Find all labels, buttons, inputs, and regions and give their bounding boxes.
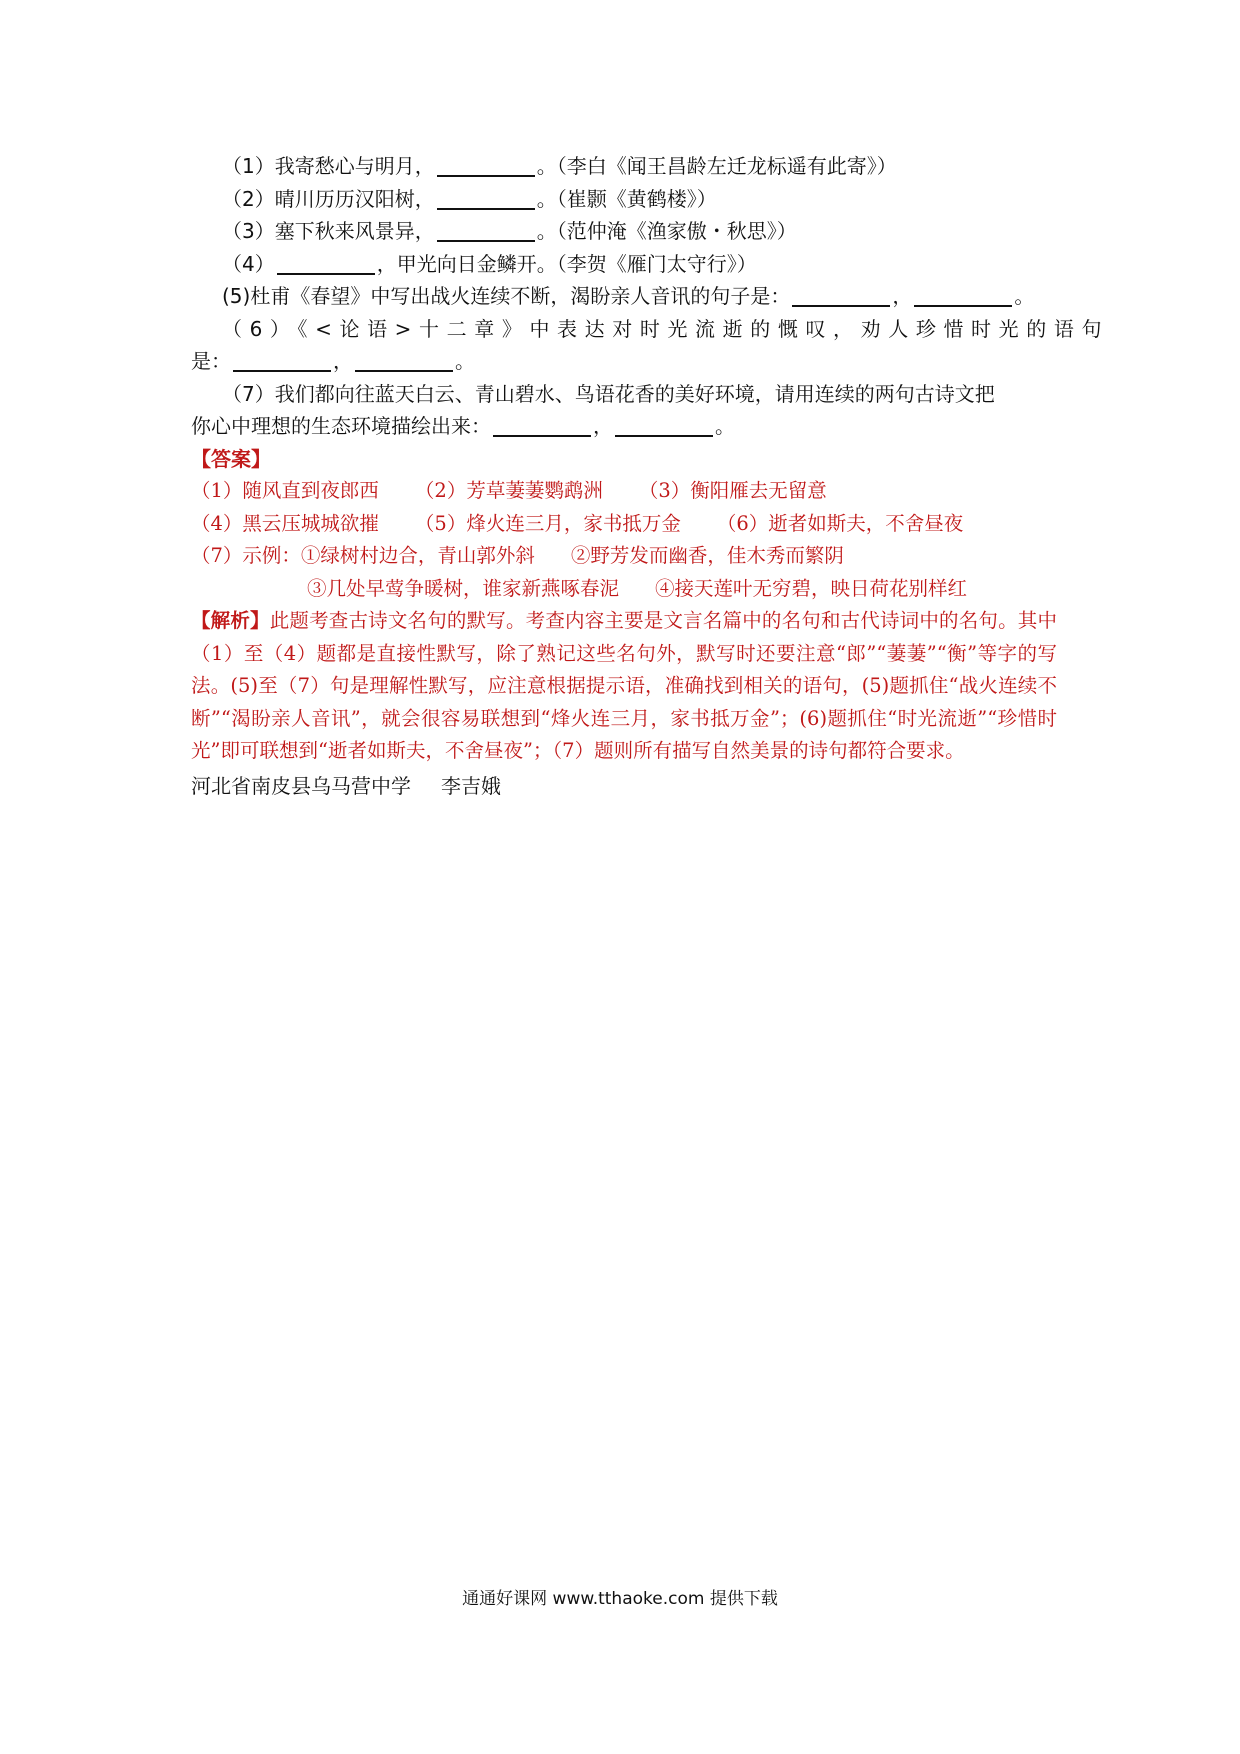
answer-item: （2）芳草萋萋鹦鹉洲 bbox=[414, 479, 603, 502]
question-6-separator: ， bbox=[333, 349, 353, 373]
analysis-text: 此题考查古诗文名句的默写。考查内容主要是文言名篇中的名句和古代诗词中的名句。其中（1）至（4）题都是直接性默写，除了熟记这些名句外，默写时还要注意“郎”“萋萋”“衡”等字的写法。(5)至（7）句是理解性默写，应注意根据提示语，准确找到相关的语句，(5)题抓住“战火连续不断”“渴盼亲人音讯”，就会很容易联想到“烽火连三月，家书抵万金”；(6)题抓住“时光流逝”“珍惜时光”即可联想到“逝者如斯夫，不舍昼夜”；（7）题则所有描写自然美景的诗句都符合要求。 bbox=[191, 609, 1057, 762]
answer-item: ④接天莲叶无穷碧，映日荷花别样红 bbox=[655, 576, 968, 600]
question-4 bbox=[191, 248, 1057, 281]
question-6-prefix: 是： bbox=[191, 349, 231, 373]
author-school: 河北省南皮县乌马营中学 bbox=[191, 773, 411, 798]
answer-item: ②野芳发而幽香，佳木秀而繁阴 bbox=[570, 544, 844, 567]
analysis-heading: 【解析】 bbox=[191, 609, 270, 632]
question-1-prefix: （1）我寄愁心与明月， bbox=[222, 154, 435, 178]
answer-item: （3）衡阳雁去无留意 bbox=[638, 479, 827, 502]
question-7-line-2 bbox=[191, 410, 1057, 443]
answer-row-3 bbox=[191, 540, 1057, 573]
answer-item: （1）随风直到夜郎西 bbox=[191, 479, 379, 502]
question-3-suffix: 。（范仲淹《渔家傲・秋思》） bbox=[536, 219, 797, 243]
question-2-suffix: 。（崔颢《黄鹤楼》） bbox=[536, 186, 717, 211]
question-6-line-2 bbox=[191, 345, 1057, 378]
answer-blank bbox=[277, 251, 375, 275]
author-name: 李吉娥 bbox=[441, 773, 501, 798]
question-6-suffix: 。 bbox=[455, 349, 475, 373]
question-3-prefix: （3）塞下秋来风景异， bbox=[222, 219, 435, 243]
page-footer: 通通好课网 www.tthaoke.com 提供下载 bbox=[462, 1589, 778, 1609]
analysis-paragraph bbox=[191, 605, 1057, 768]
author-line bbox=[191, 770, 1057, 802]
answer-heading: 【答案】 bbox=[191, 446, 271, 471]
answer-blank bbox=[233, 348, 331, 372]
answer-blank bbox=[437, 186, 535, 210]
question-2-prefix: （2）晴川历历汉阳树， bbox=[222, 186, 435, 211]
answer-blank bbox=[914, 283, 1012, 307]
answer-blank bbox=[493, 413, 591, 437]
question-7-prefix: 你心中理想的生态环境描绘出来： bbox=[191, 414, 491, 438]
question-4-prefix: （4） bbox=[222, 251, 275, 276]
question-3 bbox=[191, 215, 1057, 248]
answer-blank bbox=[615, 413, 713, 437]
answer-item: ③几处早莺争暖树，谁家新燕啄春泥 bbox=[307, 576, 620, 600]
question-5-suffix: 。 bbox=[1014, 284, 1035, 308]
answer-row-1 bbox=[191, 475, 1057, 508]
answer-item: （6）逝者如斯夫，不舍昼夜 bbox=[716, 511, 964, 535]
answer-blank bbox=[792, 283, 890, 307]
question-4-suffix: ，甲光向日金鳞开。（李贺《雁门太守行》） bbox=[376, 251, 757, 276]
answer-blank bbox=[437, 218, 535, 242]
question-1-suffix: 。（李白《闻王昌龄左迁龙标遥有此寄》） bbox=[536, 154, 897, 178]
answer-item: （5）烽火连三月，家书抵万金 bbox=[414, 511, 681, 535]
question-5-prefix: (5)杜甫《春望》中写出战火连续不断，渴盼亲人音讯的句子是： bbox=[222, 284, 791, 308]
question-5 bbox=[191, 280, 1057, 313]
answer-row-4 bbox=[191, 573, 1057, 606]
question-6-line-1: （6）《<论语>十二章》中表达对时光流逝的慨叹，劝人珍惜时光的语句 bbox=[222, 316, 1110, 341]
question-2 bbox=[191, 183, 1057, 216]
question-7-suffix: 。 bbox=[715, 414, 735, 438]
answer-row-2 bbox=[191, 508, 1057, 541]
question-1 bbox=[191, 150, 1057, 183]
content-area bbox=[191, 150, 1110, 802]
question-7-line-1: （7）我们都向往蓝天白云、青山碧水、鸟语花香的美好环境，请用连续的两句古诗文把 bbox=[222, 381, 995, 406]
question-5-separator: ， bbox=[892, 284, 913, 308]
answer-blank bbox=[437, 153, 535, 177]
answer-item: （7）示例：①绿树村边合，青山郭外斜 bbox=[191, 544, 535, 567]
question-7-separator: ， bbox=[593, 414, 613, 438]
answer-item: （4）黑云压城城欲摧 bbox=[191, 511, 379, 535]
answer-blank bbox=[355, 348, 453, 372]
